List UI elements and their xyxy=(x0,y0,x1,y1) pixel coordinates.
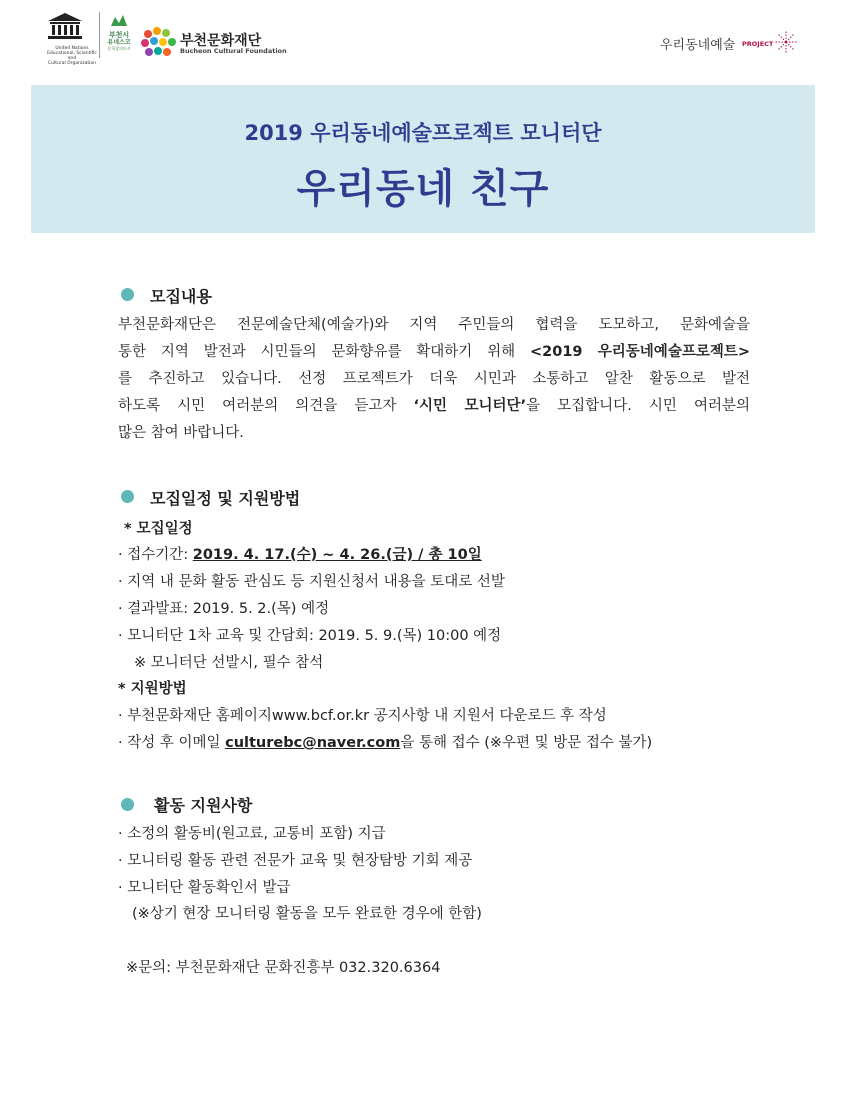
schedule-line: · 결과발표: 2019. 5. 2.(목) 예정 xyxy=(118,601,330,617)
paragraph-line xyxy=(118,339,750,366)
city-text: 부천시 xyxy=(108,31,130,39)
banner-title: 우리동네 친구 xyxy=(296,166,550,212)
schedule-line-period xyxy=(118,543,482,564)
application-period: 2019. 4. 17.(수) ~ 4. 26.(금) / 총 10일 xyxy=(192,547,482,563)
support-line: · 소정의 활동비(원고료, 교통비 포함) 지급 xyxy=(118,826,386,842)
schedule-note: ※ 모니터단 선발시, 필수 참석 xyxy=(134,655,324,671)
banner-subtitle: 2019 우리동네예술프로젝트 모니터단 xyxy=(244,121,602,145)
paragraph-line: 부천문화재단은 전문예술단체(예술가)와 지역 주민들의 협력을 도모하고, 문화예술을 xyxy=(118,317,750,333)
apply-line-email xyxy=(118,731,652,752)
section-heading-support: 활동 지원사항 xyxy=(154,796,253,815)
foundation-name-ko: 부천문화재단 xyxy=(180,33,262,49)
bucheon-cultural-foundation-logo xyxy=(140,26,287,60)
logo-divider xyxy=(99,12,100,58)
unesco-text-line: United Nations xyxy=(55,46,89,51)
city-text: 유네스코 xyxy=(107,39,131,46)
foundation-dots-icon xyxy=(140,26,178,60)
schedule-label: · 접수기간: xyxy=(118,547,193,563)
project-logo xyxy=(660,30,800,54)
paragraph-text: 하도록 시민 여러분의 의견을 듣고자 xyxy=(118,398,414,414)
support-line: · 모니터링 활동 관련 전문가 교육 및 현장탐방 기회 제공 xyxy=(118,853,473,869)
project-name-emphasis: <2019 우리동네예술프로젝트> xyxy=(530,344,750,360)
apply-subheading: * 지원방법 xyxy=(118,681,187,697)
support-line: · 모니터단 활동확인서 발급 xyxy=(118,880,291,896)
project-logo-en: PROJECT xyxy=(742,40,774,48)
apply-line: · 부천문화재단 홈페이지www.bcf.or.kr 공지사항 내 지원서 다운로드 후 작성 xyxy=(118,708,607,724)
city-text: 문학창의도시 xyxy=(107,46,131,51)
paragraph-line: 를 추진하고 있습니다. 선정 프로젝트가 더욱 시민과 소통하고 알찬 활동으로 발전 xyxy=(118,371,750,387)
schedule-line: · 모니터단 1차 교육 및 간담회: 2019. 5. 9.(목) 10:00 예정 xyxy=(118,628,502,644)
apply-text: 을 통해 접수 (※우편 및 방문 접수 불가) xyxy=(400,735,653,751)
section-heading-recruitment: 모집내용 xyxy=(150,287,212,306)
section-heading-schedule: 모집일정 및 지원방법 xyxy=(150,489,301,508)
contact-info: ※문의: 부천문화재단 문화진흥부 032.320.6364 xyxy=(126,960,441,976)
schedule-subheading: * 모집일정 xyxy=(124,521,193,537)
unesco-text-line: Cultural Organization xyxy=(48,61,96,66)
email-link[interactable]: culturebc@naver.com xyxy=(225,735,401,751)
city-mark-icon xyxy=(109,13,129,27)
schedule-line: · 지역 내 문화 활동 관심도 등 지원신청서 내용을 토대로 선발 xyxy=(118,574,505,590)
section-bullet-icon xyxy=(121,798,134,811)
city-of-literature-logo xyxy=(104,12,134,51)
apply-text: · 작성 후 이메일 xyxy=(118,735,226,751)
paragraph-line: 많은 참여 바랍니다. xyxy=(118,425,244,441)
unesco-temple-icon xyxy=(46,12,84,40)
monitor-emphasis: ‘시민 모니터단’ xyxy=(413,398,527,414)
title-banner xyxy=(31,85,815,233)
unesco-logo xyxy=(46,12,98,66)
paragraph-text: 통한 지역 발전과 시민들의 문화향유를 확대하기 위해 xyxy=(118,344,530,360)
section-bullet-icon xyxy=(121,288,134,301)
section-bullet-icon xyxy=(121,490,134,503)
recruitment-paragraph xyxy=(118,312,750,447)
paragraph-line xyxy=(118,393,750,420)
firework-icon xyxy=(772,30,800,54)
unesco-text-line: Educational, Scientific and xyxy=(47,51,97,61)
paragraph-text: 을 모집합니다. 시민 여러분의 xyxy=(526,398,750,414)
foundation-name-en: Bucheon Cultural Foundation xyxy=(180,47,287,55)
project-logo-ko: 우리동네예술 xyxy=(660,38,736,53)
support-note: (※상기 현장 모니터링 활동을 모두 완료한 경우에 한함) xyxy=(132,906,482,922)
